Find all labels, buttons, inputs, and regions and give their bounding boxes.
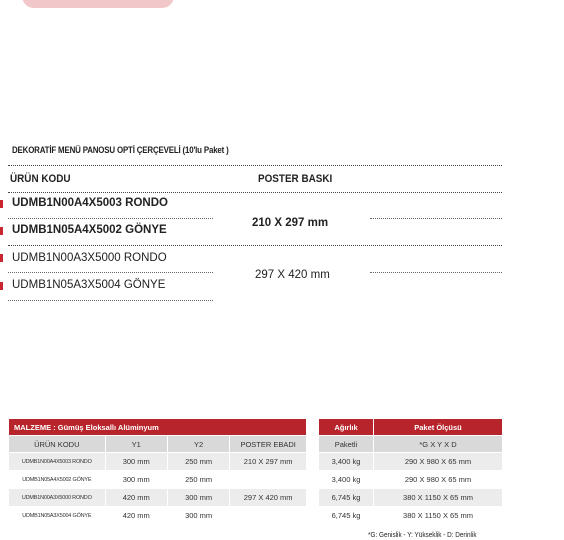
product-code: UDMB1N00A4X5003 RONDO (12, 197, 168, 209)
cell-package-size: 290 X 980 X 65 mm (374, 453, 502, 470)
row-marker (0, 227, 3, 235)
cell-y1: 300 mm (106, 453, 167, 470)
package-size-header: Paket Ölçüsü (374, 419, 502, 435)
cell-package-size: 290 X 980 X 65 mm (374, 471, 502, 488)
row-marker (0, 200, 3, 208)
cell-poster: 210 X 297 mm (230, 453, 306, 470)
header-poster-print: POSTER BASKI (258, 173, 333, 185)
col-header-y2: Y2 (168, 436, 229, 452)
cell-y1: 420 mm (106, 489, 167, 506)
cell-y1: 300 mm (106, 471, 167, 488)
table-row (319, 453, 502, 470)
product-code: UDMB1N05A3X5004 GÖNYE (12, 279, 166, 291)
col-header-code: ÜRÜN KODU (9, 436, 105, 452)
table-row (319, 507, 502, 524)
cell-y2: 250 mm (168, 471, 229, 488)
cell-y2: 250 mm (168, 453, 229, 470)
row-marker (0, 254, 3, 262)
divider-row (8, 272, 213, 273)
cell-y2: 300 mm (168, 507, 229, 524)
cell-package-size: 380 X 1150 X 65 mm (374, 507, 502, 524)
table-row (319, 471, 502, 488)
cell-code: UDMB1N05A4X5002 GÖNYE (9, 471, 105, 488)
divider-header (8, 192, 502, 193)
weight-header: Ağırlık (319, 419, 373, 435)
weight-subheader: Paketli (319, 436, 373, 452)
cell-poster: 297 X 420 mm (230, 489, 306, 506)
cell-code: UDMB1N00A3X5000 RONDO (9, 489, 105, 506)
divider-group (8, 245, 502, 246)
product-code: UDMB1N00A3X5000 RONDO (12, 252, 167, 264)
poster-size: 210 X 297 mm (252, 217, 329, 229)
row-marker (0, 282, 3, 290)
cell-weight: 3,400 kg (319, 453, 373, 470)
cell-weight: 6,745 kg (319, 507, 373, 524)
table-row (9, 453, 306, 470)
col-header-poster: POSTER EBADI (230, 436, 306, 452)
divider-row (370, 272, 502, 273)
package-size-subheader: *G X Y X D (374, 436, 502, 452)
cell-poster (230, 507, 306, 524)
cell-y1: 420 mm (106, 507, 167, 524)
top-tab-decoration (22, 0, 174, 8)
divider-row (370, 218, 502, 219)
divider-row (8, 218, 213, 219)
package-table (318, 418, 503, 525)
table-row (9, 471, 306, 488)
divider-top (8, 165, 502, 166)
cell-y2: 300 mm (168, 489, 229, 506)
cell-package-size: 380 X 1150 X 65 mm (374, 489, 502, 506)
cell-weight: 3,400 kg (319, 471, 373, 488)
footnote: *G: Genislik - Y: Yükseklik - D: Derinlik (368, 530, 477, 539)
table-row (9, 507, 306, 524)
header-product-code: ÜRÜN KODU (10, 173, 71, 185)
spec-table (8, 418, 307, 525)
table-row (319, 489, 502, 506)
poster-size: 297 X 420 mm (255, 269, 330, 281)
table-row (9, 489, 306, 506)
product-code: UDMB1N05A4X5002 GÖNYE (12, 224, 167, 236)
col-header-y1: Y1 (106, 436, 167, 452)
cell-poster (230, 471, 306, 488)
cell-weight: 6,745 kg (319, 489, 373, 506)
cell-code: UDMB1N00A4X5003 RONDO (9, 453, 105, 470)
section-title: DEKORATİF MENÜ PANOSU OPTİ ÇERÇEVELİ (10'lu Paket ) (12, 145, 229, 155)
material-label: MALZEME : Gümüş Eloksallı Alüminyum (9, 419, 306, 435)
cell-code: UDMB1N05A3X5004 GÖNYE (9, 507, 105, 524)
divider-bottom (8, 300, 213, 301)
